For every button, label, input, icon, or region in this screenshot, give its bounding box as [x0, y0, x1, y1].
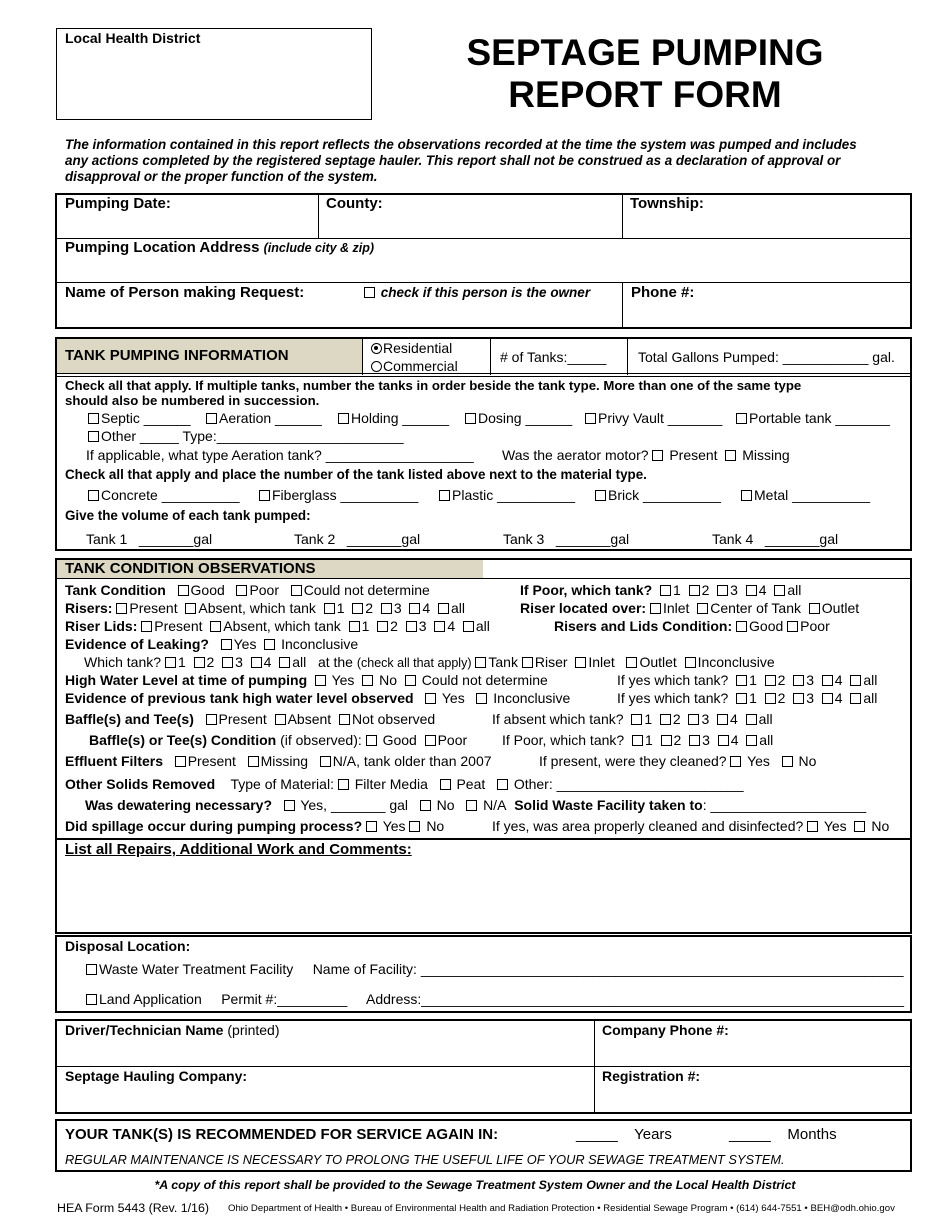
material-plastic[interactable]	[439, 486, 575, 504]
wwtf-row	[86, 960, 904, 978]
cleaned-no-checkbox[interactable]: No	[782, 753, 817, 769]
type-septic[interactable]	[88, 409, 191, 427]
tank-checkbox[interactable]: 4	[822, 690, 843, 706]
spillage-cleaned-row: If yes, was area properly cleaned and disinfected? Yes No	[492, 818, 890, 834]
tank-checkbox[interactable]: all	[279, 654, 306, 670]
material-label: Concrete __________	[101, 487, 240, 503]
copy-note: *A copy of this report shall be provided to the Sewage Treatment System Owner and the Local Health District	[154, 1178, 796, 1192]
type-label: Dosing ______	[478, 410, 573, 426]
tank-checkbox[interactable]: 4	[717, 711, 738, 727]
land-application-row	[86, 990, 904, 1008]
risers-absent-checkbox[interactable]: Absent, which tank	[185, 600, 316, 616]
checkbox-icon	[741, 490, 752, 501]
checkbox-icon	[88, 431, 99, 442]
disclaimer-line: disapproval or the proper function of the system.	[65, 169, 378, 184]
center-checkbox[interactable]: Center of Tank	[697, 600, 801, 616]
owner-checkbox[interactable]	[364, 284, 590, 302]
effluent-filters-row: Effluent Filters Present Missing N/A, tank older than 2007	[65, 753, 492, 769]
tank-checkbox[interactable]: 1	[349, 618, 370, 634]
checkbox-icon	[439, 490, 450, 501]
tank-checkbox[interactable]: 1	[632, 732, 653, 748]
peat-checkbox[interactable]: Peat	[440, 776, 486, 792]
spillage-no-checkbox[interactable]: No	[409, 818, 444, 834]
other-material-checkbox[interactable]: Other: ________________________	[497, 776, 744, 792]
leaking-row: Evidence of Leaking? Yes Inconclusive	[65, 636, 359, 652]
material-label: Brick __________	[608, 487, 721, 503]
checkbox-icon	[88, 490, 99, 501]
service-label: YOUR TANK(S) IS RECOMMENDED FOR SERVICE AGAIN IN:	[65, 1126, 499, 1143]
tank-info-heading: TANK PUMPING INFORMATION	[65, 347, 289, 364]
tank-checkbox[interactable]: 3	[689, 732, 710, 748]
type-label: Portable tank _______	[749, 410, 890, 426]
tank-checkbox[interactable]: 1	[736, 690, 757, 706]
aerator-label: Was the aerator motor?	[502, 447, 649, 463]
tank-checkbox[interactable]: 1	[324, 600, 345, 616]
driver-name-field[interactable]: Driver/Technician Name (printed)	[65, 1022, 280, 1038]
address-line-field[interactable]: Address:______________________________________________________________	[366, 991, 904, 1007]
tank-checkbox[interactable]: 4	[251, 654, 272, 670]
risers-present-checkbox[interactable]: Present	[116, 600, 177, 616]
type-label: Aeration ______	[219, 410, 322, 426]
effluent-na-checkbox[interactable]: N/A, tank older than 2007	[320, 753, 492, 769]
type-aeration[interactable]	[206, 409, 322, 427]
tank-checkbox[interactable]: all	[746, 732, 773, 748]
lids-absent-checkbox[interactable]: Absent, which tank	[210, 618, 341, 634]
prev-high-water-row: Evidence of previous tank high water level observed Yes Inconclusive	[65, 690, 571, 706]
tank-checkbox[interactable]: 4	[434, 618, 455, 634]
effluent-present-checkbox[interactable]: Present	[175, 753, 236, 769]
baffles-absent-which-row: If absent which tank? 1 2 3 4 all	[492, 711, 773, 727]
address-label: Pumping Location Address	[65, 239, 260, 256]
aerator-present-checkbox[interactable]: Present	[652, 447, 717, 463]
baffles-good-checkbox[interactable]: Good	[366, 732, 417, 748]
material-fiberglass[interactable]	[259, 486, 418, 504]
leaking-yes-checkbox[interactable]: Yes	[221, 636, 257, 652]
outlet-location-checkbox[interactable]: Outlet	[626, 654, 676, 670]
dewatering-yes-checkbox[interactable]: Yes, _______ gal	[284, 797, 408, 813]
filter-media-checkbox[interactable]: Filter Media	[338, 776, 428, 792]
title-line-2: REPORT FORM	[508, 74, 782, 115]
could-not-determine-checkbox[interactable]: Could not determine	[291, 582, 430, 598]
form-number: HEA Form 5443 (Rev. 1/16)	[57, 1201, 209, 1215]
checkbox-icon	[725, 450, 736, 461]
high-water-which-row: If yes which tank? 1 2 3 4 all	[617, 672, 878, 688]
outlet-checkbox[interactable]: Outlet	[809, 600, 859, 616]
checkbox-icon	[465, 413, 476, 424]
risers-lids-condition-row: Risers and Lids Condition: Good Poor	[554, 618, 830, 634]
high-water-row: High Water Level at time of pumping Yes No Could not determine	[65, 672, 548, 688]
tank-checkbox[interactable]: 2	[661, 732, 682, 748]
good-checkbox[interactable]: Good	[178, 582, 225, 598]
service-years-field[interactable]: _____ Years	[576, 1126, 672, 1143]
condition-heading: TANK CONDITION OBSERVATIONS	[65, 560, 316, 577]
volume-label: Give the volume of each tank pumped:	[65, 508, 311, 523]
land-application-checkbox[interactable]: Land Application	[86, 991, 202, 1007]
tank-checkbox[interactable]: 2	[377, 618, 398, 634]
tank-checkbox[interactable]: 3	[406, 618, 427, 634]
tank-4-volume[interactable]: Tank 4 _______gal	[712, 531, 839, 547]
tank-3-volume[interactable]: Tank 3 _______gal	[503, 531, 630, 547]
requester-name-field[interactable]: Name of Person making Request:	[65, 284, 305, 301]
company-phone-field[interactable]: Company Phone #:	[602, 1022, 729, 1038]
leaking-which-tank-row: Which tank? 1 2 3 4 all at the (check all that apply) Tank Riser Inlet Outlet Inconclusive	[84, 654, 775, 670]
spillage-yes-checkbox[interactable]: Yes	[366, 818, 405, 834]
checkbox-icon	[206, 413, 217, 424]
tank-checkbox[interactable]: 2	[689, 582, 710, 598]
tank-checkbox[interactable]: all	[850, 690, 877, 706]
tank-2-volume[interactable]: Tank 2 _______gal	[294, 531, 421, 547]
tank-checkbox[interactable]: 1	[165, 654, 186, 670]
inlet-location-checkbox[interactable]: Inlet	[575, 654, 614, 670]
checkbox-icon	[595, 490, 606, 501]
effluent-cleaned-row: If present, were they cleaned? Yes No	[539, 753, 817, 769]
department-info: Ohio Department of Health • Bureau of Environmental Health and Radiation Protection • Residential Sewage Program • (614) 644-7551 • BEH@odh.ohio.gov	[228, 1203, 895, 1214]
checkbox-icon	[291, 585, 302, 596]
high-water-cnd-checkbox[interactable]: Could not determine	[405, 672, 548, 688]
material-concrete[interactable]	[88, 486, 240, 504]
high-water-yes-checkbox[interactable]: Yes	[315, 672, 354, 688]
tank-condition-row	[65, 581, 430, 599]
tank-type-instructions: Check all that apply. If multiple tanks, number the tanks in order beside the tank type. More than one of the same type	[65, 378, 802, 393]
aeration-type-field[interactable]: If applicable, what type Aeration tank? ___________________	[86, 447, 474, 463]
checkbox-icon	[338, 413, 349, 424]
lids-good-checkbox[interactable]: Good	[736, 618, 783, 634]
commercial-label: Commercial	[383, 358, 458, 374]
prev-high-water-which-row: If yes which tank? 1 2 3 4 all	[617, 690, 878, 706]
residential-label: Residential	[383, 340, 453, 356]
tank-checkbox[interactable]: 3	[381, 600, 402, 616]
tank-checkbox[interactable]: 1	[631, 711, 652, 727]
checkbox-icon	[236, 585, 247, 596]
baffles-poor-checkbox[interactable]: Poor	[425, 732, 468, 748]
disclaimer-line: any actions completed by the registered septage hauler. This report shall not be construed as a declaration of approval or	[65, 153, 841, 168]
tank-location-checkbox[interactable]: Tank	[475, 654, 518, 670]
address-note: (include city & zip)	[263, 241, 375, 255]
disinfected-no-checkbox[interactable]: No	[854, 818, 889, 834]
registration-field[interactable]: Registration #:	[602, 1068, 701, 1084]
tank-checkbox[interactable]: all	[746, 711, 773, 727]
disposal-label: Disposal Location:	[65, 938, 191, 954]
type-holding[interactable]	[338, 409, 449, 427]
material-label: Plastic __________	[452, 487, 575, 503]
commercial-radio[interactable]	[371, 357, 458, 375]
tank-checkbox[interactable]: 1	[736, 672, 757, 688]
tank-checkbox[interactable]: 3	[793, 690, 814, 706]
service-months-field[interactable]: _____ Months	[729, 1126, 837, 1143]
tank-checkbox[interactable]: 2	[352, 600, 373, 616]
baffles-condition-row: Baffle(s) or Tee(s) Condition (if observed): Good Poor	[89, 732, 468, 748]
riser-located-row: Riser located over: Inlet Center of Tank Outlet	[520, 600, 860, 616]
type-label: Holding ______	[351, 410, 450, 426]
hauling-company-field[interactable]: Septage Hauling Company:	[65, 1068, 248, 1084]
lids-poor-checkbox[interactable]: Poor	[787, 618, 830, 634]
disclaimer	[65, 137, 857, 185]
baffles-not-observed-checkbox[interactable]: Not observed	[339, 711, 435, 727]
tank-checkbox[interactable]: 2	[194, 654, 215, 670]
checkbox-icon	[259, 490, 270, 501]
page-title	[430, 32, 860, 116]
dewatering-no-checkbox[interactable]: No	[420, 797, 455, 813]
material-brick[interactable]	[595, 486, 721, 504]
riser-lids-row: Riser Lids: Present Absent, which tank 1 2 3 4 all	[65, 618, 490, 634]
aerator-missing-checkbox[interactable]: Missing	[725, 447, 789, 463]
baffles-absent-checkbox[interactable]: Absent	[275, 711, 332, 727]
tank-checkbox[interactable]: all	[438, 600, 465, 616]
owner-check-label: check if this person is the owner	[380, 285, 591, 300]
num-tanks-field[interactable]: # of Tanks:_____	[500, 349, 607, 365]
type-label: Privy Vault _______	[598, 410, 723, 426]
address-field[interactable]	[65, 239, 374, 257]
permit-field[interactable]: Permit #:_________	[221, 991, 348, 1007]
tank-checkbox[interactable]: all	[850, 672, 877, 688]
checkbox-icon	[652, 450, 663, 461]
material-metal[interactable]	[741, 486, 870, 504]
tank-condition-label: Tank Condition	[65, 582, 166, 598]
effluent-missing-checkbox[interactable]: Missing	[248, 753, 308, 769]
total-gallons-field[interactable]: Total Gallons Pumped: ___________ gal.	[638, 349, 895, 365]
radio-icon	[371, 361, 382, 372]
facility-name-field[interactable]: Name of Facility: ______________________________________________________________	[312, 961, 904, 977]
wwtf-checkbox[interactable]: Waste Water Treatment Facility	[86, 961, 293, 977]
aerator-motor-question	[502, 446, 790, 464]
type-label: Septic ______	[101, 410, 191, 426]
tank-1-volume[interactable]: Tank 1 _______gal	[86, 531, 213, 547]
disclaimer-line: The information contained in this report reflects the observations recorded at the time the system was pumped and includes	[65, 137, 857, 152]
tank-checkbox[interactable]: 4	[718, 732, 739, 748]
type-dosing[interactable]	[465, 409, 572, 427]
tank-checkbox[interactable]: 3	[717, 582, 738, 598]
checkbox-icon	[88, 413, 99, 424]
inconclusive-location-checkbox[interactable]: Inconclusive	[685, 654, 775, 670]
risers-row: Risers: Present Absent, which tank 1 2 3 4 all	[65, 600, 466, 616]
tank-checkbox[interactable]: 4	[409, 600, 430, 616]
tank-checkbox[interactable]: all	[774, 582, 801, 598]
pumping-date-field[interactable]: Pumping Date:	[65, 195, 171, 212]
baffles-present-checkbox[interactable]: Present	[206, 711, 267, 727]
title-line-1: SEPTAGE PUMPING	[466, 32, 824, 73]
material-label: Fiberglass __________	[272, 487, 419, 503]
type-privy-vault[interactable]	[585, 409, 722, 427]
inlet-checkbox[interactable]: Inlet	[650, 600, 689, 616]
request-section	[55, 193, 912, 329]
maintenance-note: REGULAR MAINTENANCE IS NECESSARY TO PROLONG THE USEFUL LIFE OF YOUR SEWAGE TREATMENT SYSTEM.	[65, 1152, 785, 1167]
baffles-row: Baffle(s) and Tee(s) Present Absent Not observed	[65, 711, 436, 727]
dewatering-na-checkbox[interactable]: N/A	[466, 797, 506, 813]
residential-radio[interactable]	[371, 339, 452, 357]
local-health-district-label: Local Health District	[65, 30, 201, 46]
tank-checkbox[interactable]: 4	[746, 582, 767, 598]
tank-checkbox[interactable]: 2	[765, 690, 786, 706]
checkbox-icon	[736, 413, 747, 424]
tank-checkbox[interactable]: 2	[765, 672, 786, 688]
spillage-row: Did spillage occur during pumping process? Yes No	[65, 818, 445, 834]
type-label: Other _____ Type:________________________	[101, 428, 404, 444]
leaking-inconclusive-checkbox[interactable]: Inconclusive	[264, 636, 358, 652]
prev-inconclusive-checkbox[interactable]: Inconclusive	[476, 690, 570, 706]
phone-field[interactable]: Phone #:	[631, 284, 695, 301]
riser-location-checkbox[interactable]: Riser	[522, 654, 568, 670]
radio-icon	[371, 343, 382, 354]
tank-checkbox[interactable]: 1	[660, 582, 681, 598]
tank-checkbox[interactable]: 3	[793, 672, 814, 688]
tank-checkbox[interactable]: 4	[822, 672, 843, 688]
comments-field[interactable]: List all Repairs, Additional Work and Comments:	[65, 841, 412, 858]
county-field[interactable]: County:	[326, 195, 383, 212]
cleaned-yes-checkbox[interactable]: Yes	[730, 753, 769, 769]
township-field[interactable]: Township:	[630, 195, 704, 212]
tank-checkbox[interactable]: 2	[660, 711, 681, 727]
dewatering-row: Was dewatering necessary? Yes, _______ gal No N/A Solid Waste Facility taken to: ____________________	[85, 797, 867, 813]
checkbox-icon	[364, 287, 375, 298]
material-instructions: Check all that apply and place the number of the tank listed above next to the material type.	[65, 467, 647, 482]
disinfected-yes-checkbox[interactable]: Yes	[807, 818, 846, 834]
tank-type-instructions-2: should also be numbered in succession.	[65, 393, 320, 408]
other-solids-row: Other Solids Removed Type of Material: Filter Media Peat Other: ________________________	[65, 776, 744, 792]
tank-checkbox[interactable]: 3	[688, 711, 709, 727]
type-other[interactable]	[88, 427, 404, 445]
tank-checkbox[interactable]: all	[463, 618, 490, 634]
lids-present-checkbox[interactable]: Present	[141, 618, 202, 634]
checkbox-icon	[585, 413, 596, 424]
solid-waste-facility-field[interactable]: Solid Waste Facility taken to	[514, 797, 703, 813]
material-label: Metal __________	[754, 487, 870, 503]
type-portable[interactable]	[736, 409, 890, 427]
poor-which-tank-row: If Poor, which tank? 1 2 3 4 all	[520, 582, 802, 598]
prev-yes-checkbox[interactable]: Yes	[425, 690, 464, 706]
poor-checkbox[interactable]: Poor	[236, 582, 279, 598]
baffles-poor-which-row: If Poor, which tank? 1 2 3 4 all	[502, 732, 774, 748]
checkbox-icon	[178, 585, 189, 596]
tank-checkbox[interactable]: 3	[222, 654, 243, 670]
high-water-no-checkbox[interactable]: No	[362, 672, 397, 688]
